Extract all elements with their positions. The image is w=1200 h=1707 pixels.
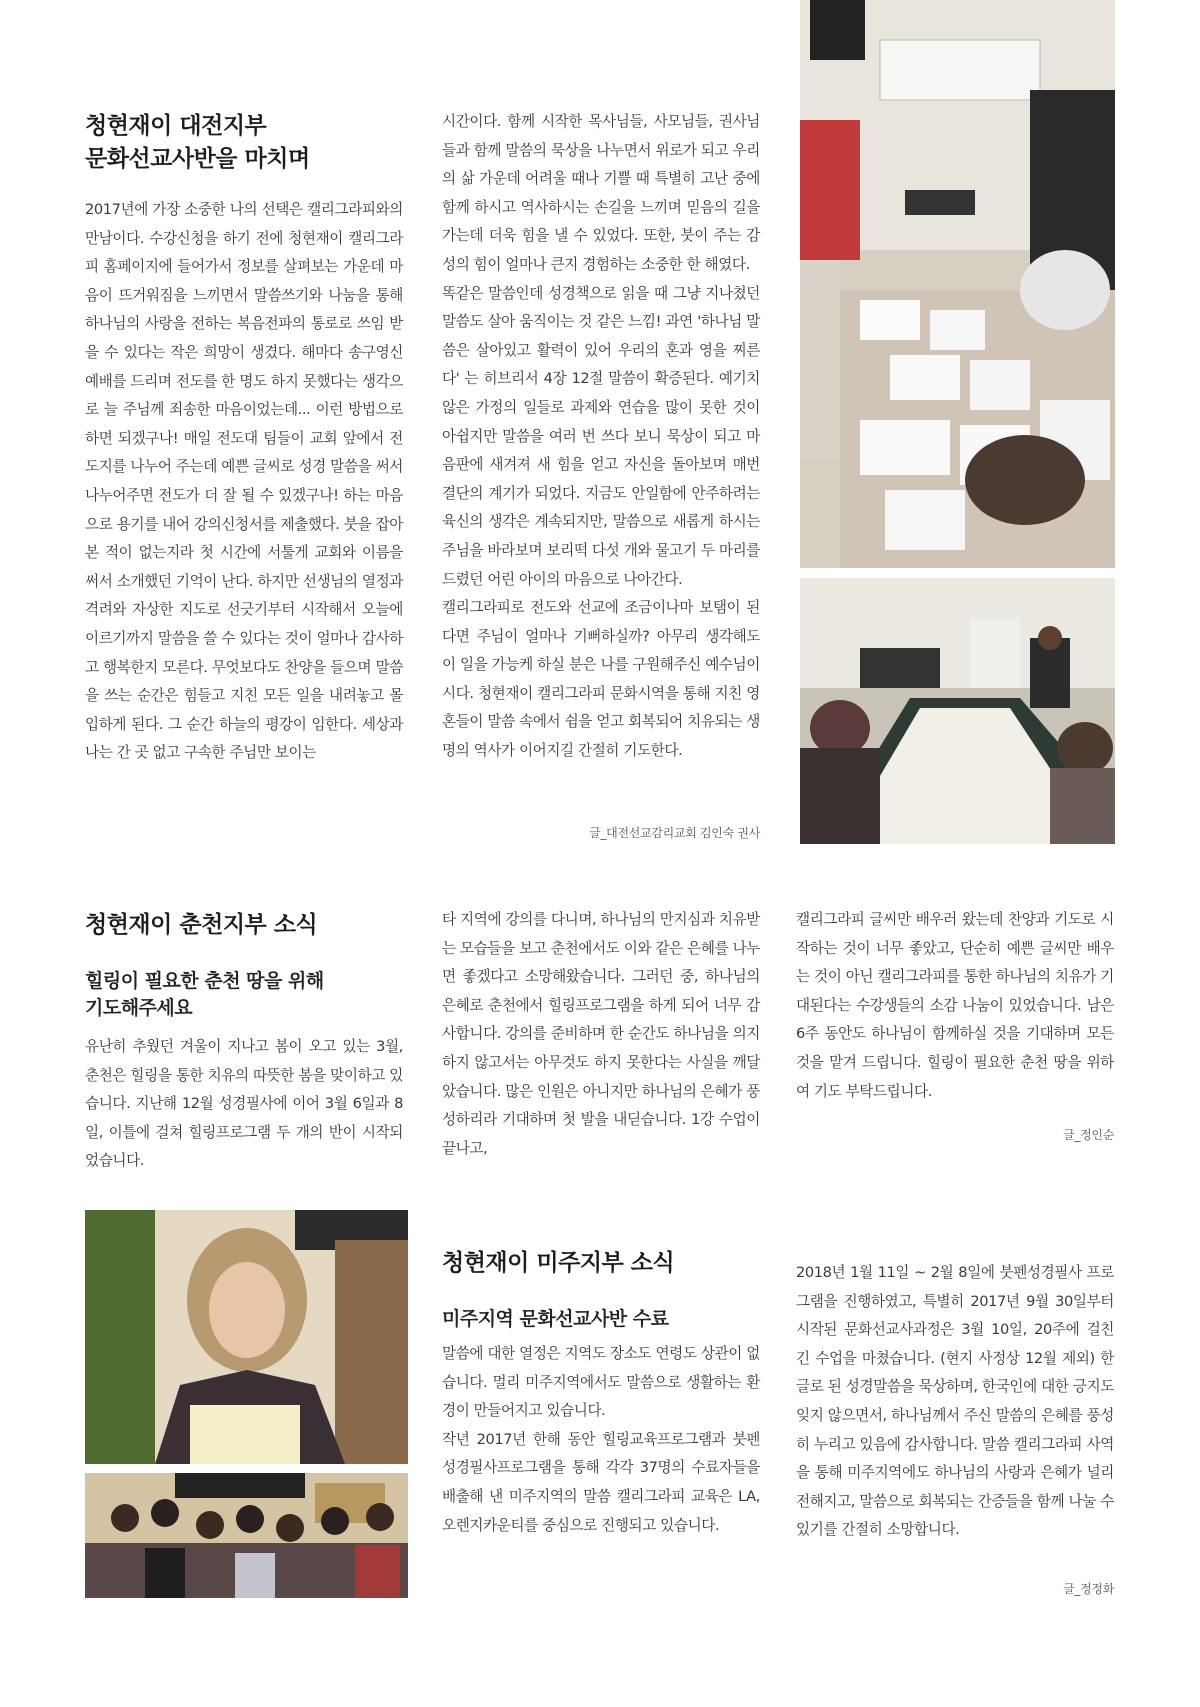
chuncheon-col3: 캘리그라피 글씨만 배우러 왔는데 찬양과 기도로 시작하는 것이 너무 좋았고, 단순히 예쁜 글씨만 배우는 것이 아닌 캘리그라피를 통한 하나님의 치유가 기대된다는 수강생들의 소감 나눔이 있었습니다. 남은 6주 동안도 하나님이 함께하실 것을 기대하며 모든 것을 맡겨 드립니다. 힐링이 필요한 춘천 땅을 위하여 기도 부탁드립니다. [796,911,1114,1100]
chuncheon-title: 청현재이 춘천지부 소식 [85,912,318,938]
daejeon-title: 청현재이 대전지부 문화선교사반을 마치며 [85,113,310,172]
usa-col2: 말씀에 대한 열정은 지역도 장소도 연령도 상관이 없습니다. 멀리 미주지역에서도 말씀으로 생활하는 환경이 만들어지고 있습니다. 작년 2017년 한해 동안 힐링교육프로그램과 붓펜 성경필사프로그램을 통해 각각 37명의 수료자들을 배출해 낸 미주지역의 말씀 캘리그라피 교육은 LA, 오렌지카운티를 중심으로 진행되고 있습니다. [442,1345,760,1534]
usa-col3: 2018년 1월 11일 ~ 2월 8일에 붓펜성경필사 프로그램을 진행하였고, 특별히 2017년 9월 30일부터 시작된 문화선교사과정은 3월 10일, 20주에 걸친 긴 수업을 마쳤습니다. (현지 사정상 12월 제외) 한글로 된 성경말씀을 묵상하며, 한국인에 대한 긍지도 잊지 않으면서, 하나님께서 주신 말씀의 은혜를 풍성히 누리고 있음에 감사합니다. 말씀 캘리그라피 사역을 통해 미주지역에도 하나님의 사랑과 은혜가 널리 전해지고, 말씀으로 회복되는 간증들을 함께 나눌 수 있기를 간절히 소망합니다. [796,1264,1114,1539]
daejeon-credit: 글_대전선교감리교회 김인숙 권사 [589,826,760,840]
group-photo [85,1473,408,1598]
chuncheon-col2: 타 지역에 강의를 다니며, 하나님의 만지심과 치유받는 모습들을 보고 춘천에서도 이와 같은 은혜를 나누면 좋겠다고 소망해왔습니다. 그러던 중, 하나님의 은혜로 춘천에서 힐링프로그램을 하게 되어 너무 감사합니다. 강의를 준비하며 한 순간도 하나님을 의지하지 않고서는 아무것도 하지 못한다는 사실을 깨달았습니다. 많은 인원은 아니지만 하나님의 은혜가 풍성하리라 기대하며 첫 발을 내딛습니다. 1강 수업이 끝나고, [442,911,760,1157]
usa-credit: 글_정정화 [1063,1582,1114,1596]
chuncheon-col1: 유난히 추웠던 겨울이 지나고 봄이 오고 있는 3월, 춘천은 힐링을 통한 치유의 따뜻한 봄을 맞이하고 있습니다. 지난해 12월 성경필사에 이어 3월 6일과 8일, 이틀에 걸쳐 힐링프로그램 두 개의 반이 시작되었습니다. [85,1038,403,1170]
chuncheon-subtitle: 힐링이 필요한 춘천 땅을 위해 기도해주세요 [85,970,324,1019]
usa-title: 청현재이 미주지부 소식 [442,1250,675,1276]
daejeon-col2: 시간이다. 함께 시작한 목사님들, 사모님들, 권사님들과 함께 말씀의 묵상을 나누면서 위로가 되고 우리의 삶 가운데 어려울 때나 기쁠 때 특별히 고난 중에 함께 하시고 역사하시는 손길을 느끼며 믿음의 길을 가는데 더욱 힘을 낼 수 있었다. 또한, 붓이 주는 감성의 힘이 얼마나 큰지 경험하는 소중한 한 해였다. 똑같은 말씀인데 성경책으로 읽을 때 그냥 지나쳤던 말씀도 살아 움직이는 것 같은 느낌! 과연 '하나님 말씀은 살아있고 활력이 있어 우리의 혼과 영을 찌른다' 는 히브리서 4장 12절 말씀이 확증된다. 예기치 않은 가정의 일들로 과제와 연습을 많이 못한 것이 아쉽지만 말씀을 여러 번 쓰다 보니 묵상이 되고 마음판에 새겨져 새 힘을 얻고 자신을 돌아보며 매번 결단의 계기가 되었다. 지금도 안일함에 안주하려는 육신의 생각은 계속되지만, 말씀으로 새롭게 하시는 주님을 바라보며 보리떡 다섯 개와 물고기 두 마리를 드렸던 어린 아이의 마음으로 나아간다. 캘리그라피로 전도와 선교에 조금이나마 보탬이 된다면 주님이 얼마나 기뻐하실까? 아무리 생각해도 이 일을 가능케 하실 분은 나를 구원해주신 예수님이시다. 청현재이 캘리그라피 문화시역을 통해 지친 영혼들이 말씀 속에서 쉼을 얻고 회복되어 치유되는 생명의 역사가 이어지길 간절히 기도한다. [442,113,760,760]
usa-subtitle: 미주지역 문화선교사반 수료 [442,1308,669,1330]
daejeon-col1: 2017년에 가장 소중한 나의 선택은 캘리그라피와의 만남이다. 수강신청을 하기 전에 청현재이 캘리그라피 홈페이지에 들어가서 정보를 살펴보는 가운데 마음이 뜨거워짐을 느끼면서 말씀쓰기와 나눔을 통해 하나님의 사랑을 전하는 복음전파의 통로로 쓰임 받을 수 있다는 작은 희망이 생겼다. 해마다 송구영신 예배를 드리며 전도를 한 명도 하지 못했다는 생각으로 늘 주님께 죄송한 마음이었는데... 이런 방법으로 하면 되겠구나! 매일 전도대 팀들이 교회 앞에서 전도지를 나누어 주는데 예쁜 글씨로 성경 말씀을 써서 나누어주면 전도가 더 잘 될 수 있겠구나! 하는 마음으로 용기를 내어 강의신청서를 제출했다. 붓을 잡아본 적이 없는지라 첫 시간에 서툴게 교회와 이름을 써서 소개했던 기억이 난다. 하지만 선생님의 열정과 격려와 자상한 지도로 선긋기부터 시작해서 오늘에 이르기까지 말씀을 쓸 수 있다는 것이 얼마나 감사하고 행복한지 모른다. 무엇보다도 찬양을 들으며 말씀을 쓰는 순간은 힘들고 지친 모든 일을 내려놓고 몰입하게 된다. 그 순간 하늘의 평강이 임한다. 세상과 나는 간 곳 없고 구속한 주님만 보이는 [85,201,403,762]
instructor-portrait-photo [85,1210,408,1464]
table-class-photo [800,578,1115,844]
classroom-floor-photo [800,0,1115,568]
chuncheon-credit: 글_정인순 [1063,1128,1114,1142]
